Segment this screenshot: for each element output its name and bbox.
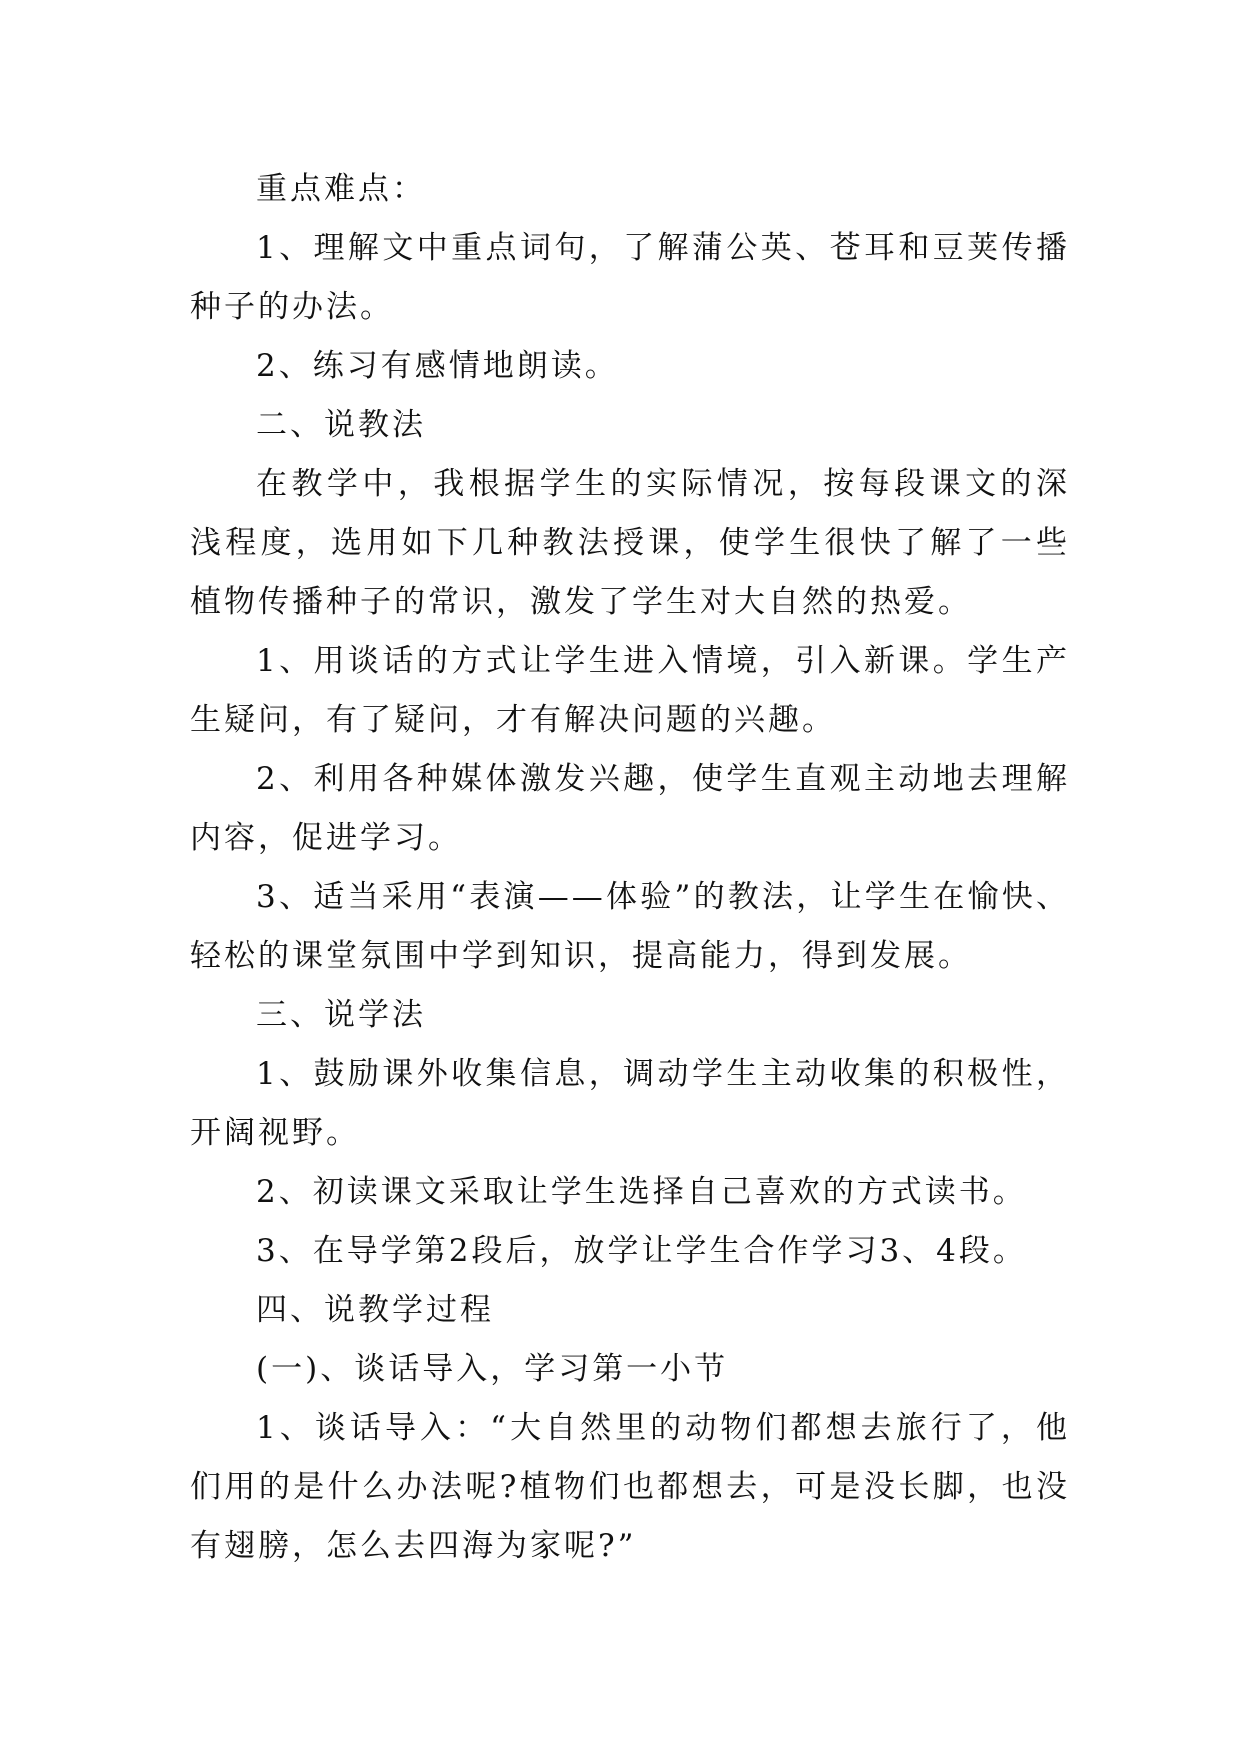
- teaching-method-2: 2、利用各种媒体激发兴趣，使学生直观主动地去理解内容，促进学习。: [190, 761, 1070, 856]
- subheading-intro-section: (一)、谈话导入，学习第一小节: [256, 1351, 729, 1387]
- teaching-method-3: 3、适当采用“表演——体验”的教法，让学生在愉快、轻松的课堂氛围中学到知识，提高能力，得到发展。: [190, 879, 1070, 974]
- heading-teaching-process: 四、说教学过程: [256, 1292, 494, 1328]
- heading-learning-method: 三、说学法: [256, 997, 426, 1033]
- key-point-2: 2、练习有感情地朗读。: [256, 348, 619, 384]
- heading-key-points: 重点难点：: [256, 171, 426, 207]
- teaching-method-1: 1、用谈话的方式让学生进入情境，引入新课。学生产生疑问，有了疑问，才有解决问题的兴趣。: [190, 643, 1070, 738]
- learning-method-3: 3、在导学第2段后，放学让学生合作学习3、4段。: [256, 1233, 1027, 1269]
- heading-teaching-method: 二、说教法: [256, 407, 426, 443]
- teaching-method-intro: 在教学中，我根据学生的实际情况，按每段课文的深浅程度，选用如下几种教法授课，使学生很快了解了一些植物传播种子的常识，激发了学生对大自然的热爱。: [190, 466, 1070, 620]
- key-point-1: 1、理解文中重点词句，了解蒲公英、苍耳和豆荚传播种子的办法。: [190, 230, 1070, 325]
- learning-method-2: 2、初读课文采取让学生选择自己喜欢的方式读书。: [256, 1174, 1027, 1210]
- process-step-1: 1、谈话导入：“大自然里的动物们都想去旅行了，他们用的是什么办法呢?植物们也都想去，可是没长脚，也没有翅膀，怎么去四海为家呢?”: [190, 1410, 1070, 1564]
- document-body: [190, 160, 1070, 1576]
- learning-method-1: 1、鼓励课外收集信息，调动学生主动收集的积极性，开阔视野。: [190, 1056, 1070, 1151]
